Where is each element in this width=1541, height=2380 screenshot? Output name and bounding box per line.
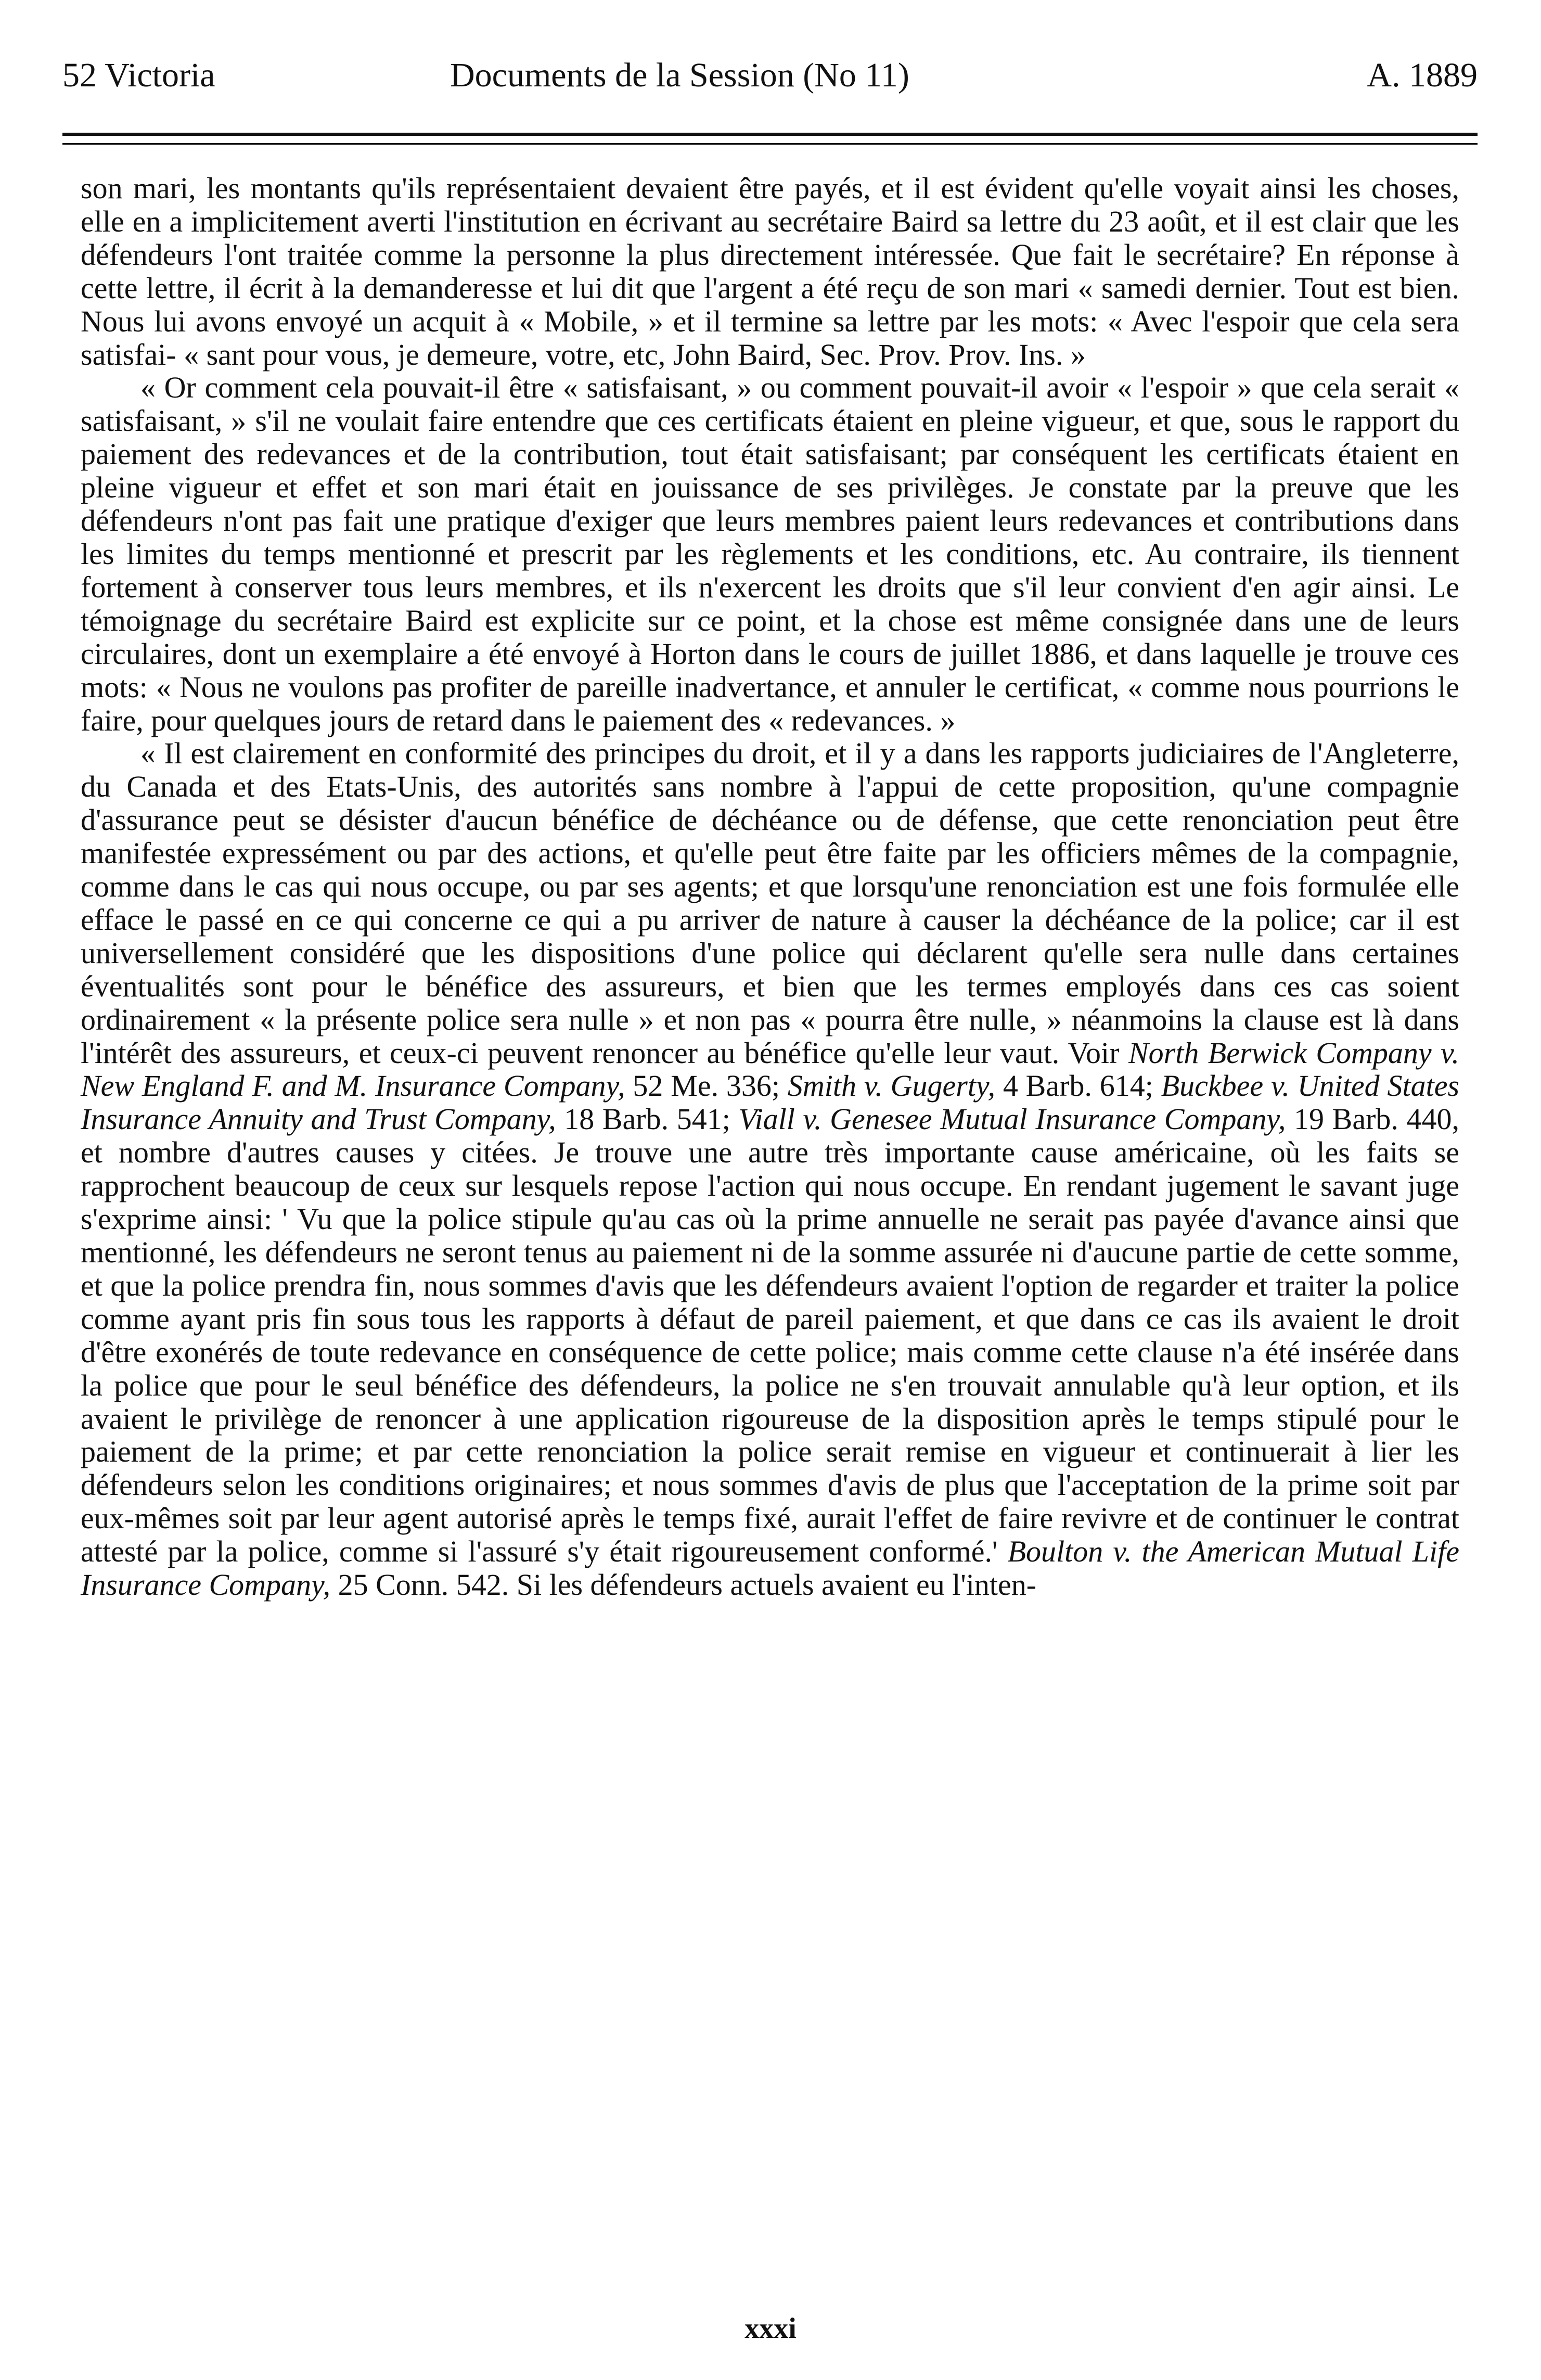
text-run: 19 Barb. 440, et nombre d'autres causes y citées. Je trouve une autre très importante cause américaine, où les faits se rapprochent beaucoup de ceux sur lesquels repose l'action qui nous occupe. En rendant jugement le savant juge s'exprime ainsi: ' Vu que la police stipule qu'au cas où la prime annuelle ne serait pas payée d'avance ainsi que mentionné, les défendeurs ne seront tenus au paiement ni de la somme assurée ni d'aucune partie de cette somme, et que la police prendra fin, nous sommes d'avis que les défendeurs avaient l'option de regarder et traiter la police comme ayant pris fin sous tous les rapports à défaut de pareil paiement, et que dans ce cas ils avaient le droit d'être exonérés de toute redevance en conséquence de cette police; mais comme cette clause n'a été insérée dans la police que pour le seul bénéfice des défendeurs, la police ne s'en trouvait annulable qu'à leur option, et ils avaient le privilège de renoncer à une application rigoureuse de la disposition après le temps stipulé pour le paiement de la prime; et par cette renonciation la police serait remise en vigueur et continuerait à lier les défendeurs selon les conditions originaires; et nous sommes d'avis de plus que l'acceptation de la prime soit par eux-mêmes soit par leur agent autorisé après le temps fixé, aurait l'effet de faire revivre et de continuer le contrat attesté par la police, comme si l'assuré s'y était rigoureusement conformé.': [81, 1102, 1460, 1569]
text-run: « Or comment cela pouvait-il être « satisfaisant, » ou comment pouvait-il avoir « l'espoir » que cela serait « satisfaisant, » s'il ne voulait faire entendre que ces certificats étaient en pleine vigueur, et que, sous le rapport du paiement des redevances et de la contribution, tout était satisfaisant; par conséquent les certificats étaient en pleine vigueur et effet et son mari était en jouissance de ses privilèges. Je constate par la preuve que les défendeurs n'ont pas fait une pratique d'exiger que leurs membres paient leurs redevances et contributions dans les limites du temps mentionné et prescrit par les règlements et les conditions, etc. Au contraire, ils tiennent fortement à conserver tous leurs membres, et ils n'exercent les droits que s'il leur convient d'en agir ainsi. Le témoignage du secrétaire Baird est explicite sur ce point, et la chose est même consignée dans une de leurs circulaires, dont un exemplaire a été envoyé à Horton dans le cours de juillet 1886, et dans laquelle je trouve ces mots: « Nous ne voulons pas profiter de pareille inadvertance, et annuler le certificat, « comme nous pourrions le faire, pour quelques jours de retard dans le paiement des « redevances. »: [81, 370, 1459, 737]
body-text: [81, 172, 1459, 1602]
header-year: A. 1889: [1367, 56, 1478, 94]
case-citation: North Berwick Company v. New England F. and M. Insurance Company,: [81, 1035, 1459, 1103]
case-citation: Buckbee v. United States Insurance Annuity and Trust Company,: [81, 1069, 1460, 1136]
header-rule-thick: [62, 133, 1478, 136]
body-paragraph: [81, 172, 1459, 371]
body-paragraph: [81, 371, 1459, 737]
case-citation: Smith v. Gugerty,: [787, 1069, 995, 1103]
body-paragraph: [81, 737, 1459, 1602]
case-citation: Viall v. Genesee Mutual Insurance Company,: [738, 1102, 1286, 1136]
text-run: son mari, les montants qu'ils représentaient devaient être payés, et il est évident qu'elle voyait ainsi les choses, elle en a implicitement averti l'institution en écrivant au secrétaire Baird sa lettre du 23 août, et il est clair que les défendeurs l'ont traitée comme la personne la plus directement intéressée. Que fait le secrétaire? En réponse à cette lettre, il écrit à la demanderesse et lui dit que l'argent a été reçu de son mari « samedi dernier. Tout est bien. Nous lui avons envoyé un acquit à « Mobile, » et il termine sa lettre par les mots: « Avec l'espoir que cela sera satisfai- « sant pour vous, je demeure, votre, etc, John Baird, Sec. Prov. Prov. Ins. »: [81, 171, 1459, 372]
text-run: 52 Me. 336;: [625, 1069, 788, 1103]
running-header: [62, 52, 1478, 99]
header-rule-thin: [62, 143, 1478, 145]
text-run: 18 Barb. 541;: [556, 1102, 739, 1136]
text-run: 25 Conn. 542. Si les défendeurs actuels avaient eu l'inten-: [330, 1568, 1037, 1602]
header-document-title: Documents de la Session (No 11): [450, 56, 909, 94]
text-run: 4 Barb. 614;: [995, 1069, 1161, 1103]
case-citation: Boulton v. the American Mutual Life Insurance Company,: [81, 1534, 1460, 1602]
text-run: « Il est clairement en conformité des principes du droit, et il y a dans les rapports judiciaires de l'Angleterre, du Canada et des Etats-Unis, des autorités sans nombre à l'appui de cette proposition, qu'une compagnie d'assurance peut se désister d'aucun bénéfice de déchéance ou de défense, que cette renonciation peut être manifestée expressément ou par des actions, et qu'elle peut être faite par les officiers mêmes de la compagnie, comme dans le cas qui nous occupe, ou par ses agents; et que lorsqu'une renonciation est une fois formulée elle efface le passé en ce qui concerne ce qui a pu arriver de nature à causer la déchéance de la police; car il est universellement considéré que les dispositions d'une police qui déclarent qu'elle sera nulle dans certaines éventualités sont pour le bénéfice des assureurs, et bien que les termes employés dans ces cas soient ordinairement « la présente police sera nulle » et non pas « pourra être nulle, » néanmoins la clause est là dans l'intérêt des assureurs, et ceux-ci peuvent renoncer au bénéfice qu'elle leur vaut. Voir: [81, 736, 1459, 1070]
header-session-year: 52 Victoria: [62, 56, 215, 94]
page-number: xxxi: [744, 2312, 797, 2345]
